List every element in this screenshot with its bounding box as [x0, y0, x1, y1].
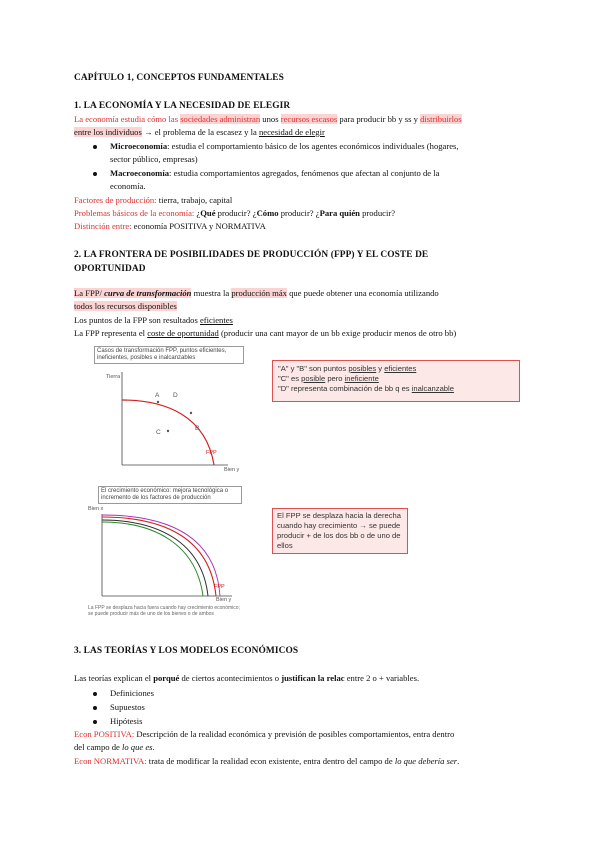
fig1-note-line3: "D" representa combinación de bb q es inalcanzable — [278, 383, 454, 393]
problemas-line: Problemas básicos de la economía: ¿Qué producir? ¿Cómo producir? ¿Para quién producir? — [74, 208, 396, 218]
fig2-x-axis-label: Bien y — [216, 597, 232, 603]
chapter-title: CAPÍTULO 1, CONCEPTOS FUNDAMENTALES — [74, 73, 284, 83]
distincion-line: Distinción entre: economía POSITIVA y NORMATIVA — [74, 221, 266, 231]
s2-eficientes-line: Los puntos de la FPP son resultados eficientes — [74, 315, 233, 325]
fig1-x-axis-label: Bien y — [224, 467, 240, 473]
bullet-dot — [93, 720, 97, 724]
fig2-note-box: El FPP se desplaza hacia la derecha cuando hay crecimiento → se puede producir + de los dos bb o de uno de ellos — [272, 508, 408, 554]
fig2-curve-label: FPP — [214, 584, 225, 590]
bullet-dot — [93, 145, 97, 149]
normativa-line: Econ NORMATIVA: trata de modificar la realidad econ existente, entra dentro del campo de lo que debería ser. — [74, 756, 460, 766]
s2-paragraph-line2: todos los recursos disponibles — [74, 301, 177, 311]
section-2-title-line1: 2. LA FRONTERA DE POSIBILIDADES DE PRODUCCIÓN (FPP) Y EL COSTE DE — [74, 250, 429, 260]
micro-item-cont: sector público, empresas) — [110, 154, 198, 164]
fpp-figure-1 — [92, 344, 248, 474]
fig1-note-line1: "A" y "B" son puntos posibles y eficientes — [278, 364, 417, 373]
fig2-y-axis-label: Bien x — [88, 506, 104, 512]
bullet-dot — [93, 172, 97, 176]
s3-bullet-hipotesis: Hipótesis — [110, 716, 143, 726]
bullet-dot — [93, 706, 97, 710]
fpp-figure-2 — [88, 484, 244, 632]
positiva-line-cont: del campo de lo que es. — [74, 742, 155, 752]
fig1-note-box — [272, 360, 520, 402]
section-2-title-line2: OPORTUNIDAD — [74, 264, 146, 274]
fig1-point-a-mark — [157, 401, 159, 403]
fig2-caption: El crecimiento económico: mejora tecnológica o incremento de los factores de producción — [98, 486, 242, 504]
fig1-point-a: A — [155, 392, 160, 399]
s3-paragraph: Las teorías explican el porqué de ciertos acontecimientos o justifican la relac entre 2 o + variables. — [74, 673, 420, 683]
fig1-note-line2: "C" es posible pero ineficiente — [278, 373, 379, 383]
section-1-title: 1. LA ECONOMÍA Y LA NECESIDAD DE ELEGIR — [74, 101, 291, 111]
bullet-dot — [93, 692, 97, 696]
section-3-title: 3. LAS TEORÍAS Y LOS MODELOS ECONÓMICOS — [74, 646, 299, 656]
fig2-footnote: La FPP se desplaza hacia fuera cuando hay crecimiento económico; se puede producir más de uno de los bienes o de ambos — [88, 605, 240, 617]
macro-item-cont: economía. — [110, 181, 146, 191]
fig2-fpp-green — [102, 522, 203, 596]
fig1-point-b: B — [195, 425, 200, 432]
fig2-fpp-red — [102, 517, 216, 596]
fig1-point-d: D — [173, 392, 178, 399]
fig1-point-b-mark — [190, 412, 192, 414]
fig1-point-c-mark — [167, 430, 169, 432]
factores-line: Factores de producción: tierra, trabajo, capital — [74, 195, 233, 205]
s1-paragraph-line2: entre los individuos → el problema de la escasez y la necesidad de elegir — [74, 127, 325, 137]
fig1-point-c: C — [156, 429, 161, 436]
s2-coste-line: La FPP representa el coste de oportunidad (producir una cant mayor de un bb exige producir menos de otro bb) — [74, 328, 457, 338]
macro-item: Macroeconomía: estudia comportamientos agregados, fenómenos que afectan al conjunto de la — [110, 168, 440, 178]
micro-item: Microeconomía: estudia el comportamiento básico de los agentes económicos individuales (hogares, — [110, 141, 459, 151]
s2-paragraph-line1: La FPP/ curva de transformación muestra la producción máx que puede obtener una economía utilizando — [74, 288, 439, 298]
s3-bullet-supuestos: Supuestos — [110, 702, 145, 712]
fig1-caption: Casos de transformación FPP, puntos eficientes, ineficientes, posibles e inalcanzables — [94, 346, 244, 364]
s3-bullet-definiciones: Definiciones — [110, 688, 154, 698]
fig1-fpp-curve — [122, 400, 214, 465]
fig1-graph — [92, 344, 248, 474]
positiva-line: Econ POSITIVA: Descripción de la realidad económica y previsión de posibles comportamientos, entra dentro — [74, 729, 455, 739]
s1-paragraph-line1: La economía estudia cómo las sociedades administran unos recursos escasos para producir bb y ss y distribuirlos — [74, 114, 462, 124]
fig1-curve-label: FPP — [206, 450, 217, 456]
fig1-y-axis-label: Tierra — [106, 374, 121, 380]
